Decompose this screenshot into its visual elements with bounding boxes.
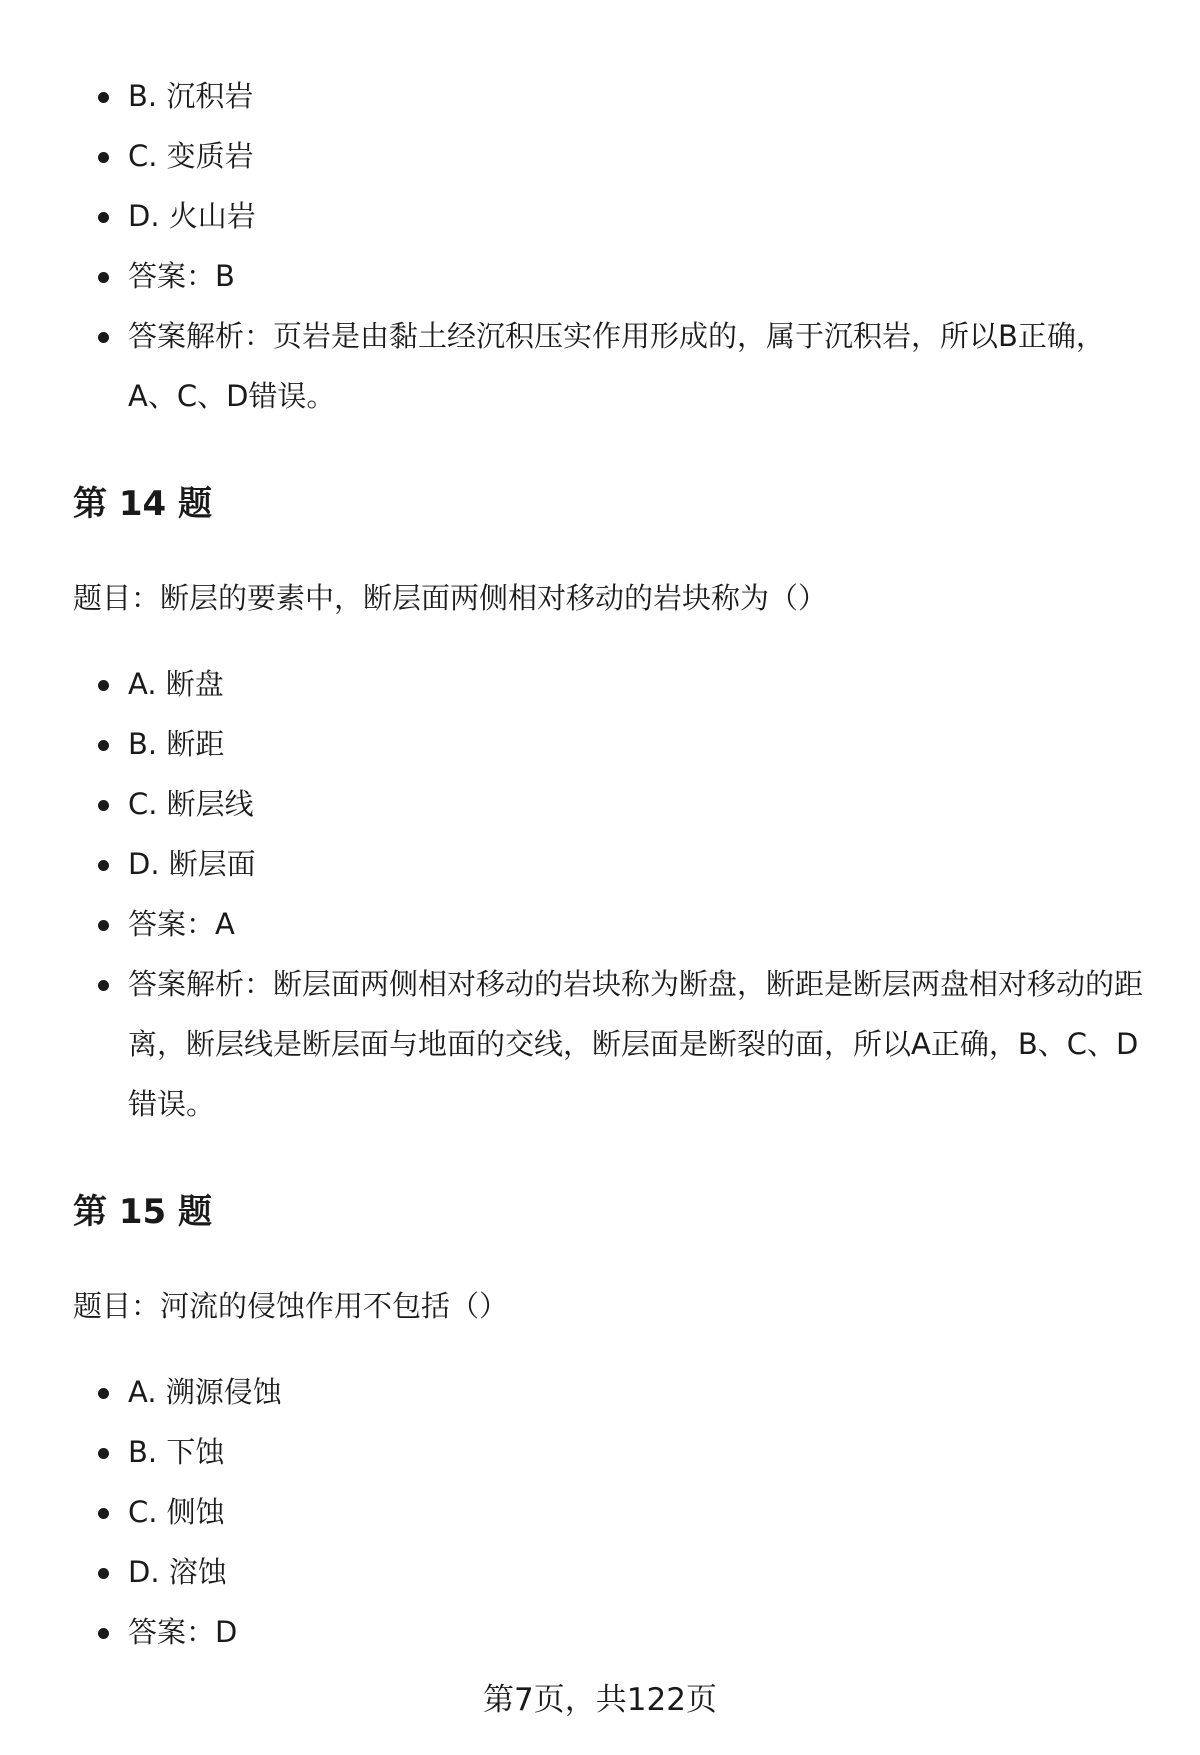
page-number: 第7页，共122页 xyxy=(483,1682,717,1718)
question-15-stem: 题目：河流的侵蚀作用不包括（） xyxy=(73,1289,509,1323)
option-c: C. 断层线 xyxy=(73,774,1153,834)
prev-question-options xyxy=(73,66,1153,426)
page-content xyxy=(73,66,1153,1662)
option-d: D. 火山岩 xyxy=(73,186,1153,246)
answer-line: 答案：D xyxy=(73,1602,1153,1662)
option-b: B. 沉积岩 xyxy=(73,66,1153,126)
question-15-options xyxy=(73,1362,1153,1662)
answer-line: 答案：A xyxy=(73,894,1153,954)
option-b: B. 下蚀 xyxy=(73,1422,1153,1482)
question-14-title: 第 14 题 xyxy=(73,484,212,524)
question-14-options xyxy=(73,654,1153,1134)
option-c: C. 侧蚀 xyxy=(73,1482,1153,1542)
question-14-stem: 题目：断层的要素中，断层面两侧相对移动的岩块称为（） xyxy=(73,581,828,615)
option-d: D. 断层面 xyxy=(73,834,1153,894)
option-c: C. 变质岩 xyxy=(73,126,1153,186)
option-b: B. 断距 xyxy=(73,714,1153,774)
answer-line: 答案：B xyxy=(73,246,1153,306)
question-15-title: 第 15 题 xyxy=(73,1192,212,1232)
analysis-line: 答案解析：断层面两侧相对移动的岩块称为断盘，断距是断层两盘相对移动的距离，断层线是断层面与地面的交线，断层面是断裂的面，所以A正确，B、C、D错误。 xyxy=(73,954,1153,1134)
option-a: A. 断盘 xyxy=(73,654,1153,714)
option-d: D. 溶蚀 xyxy=(73,1542,1153,1602)
option-a: A. 溯源侵蚀 xyxy=(73,1362,1153,1422)
analysis-line: 答案解析：页岩是由黏土经沉积压实作用形成的，属于沉积岩，所以B正确，A、C、D错误。 xyxy=(73,306,1148,426)
